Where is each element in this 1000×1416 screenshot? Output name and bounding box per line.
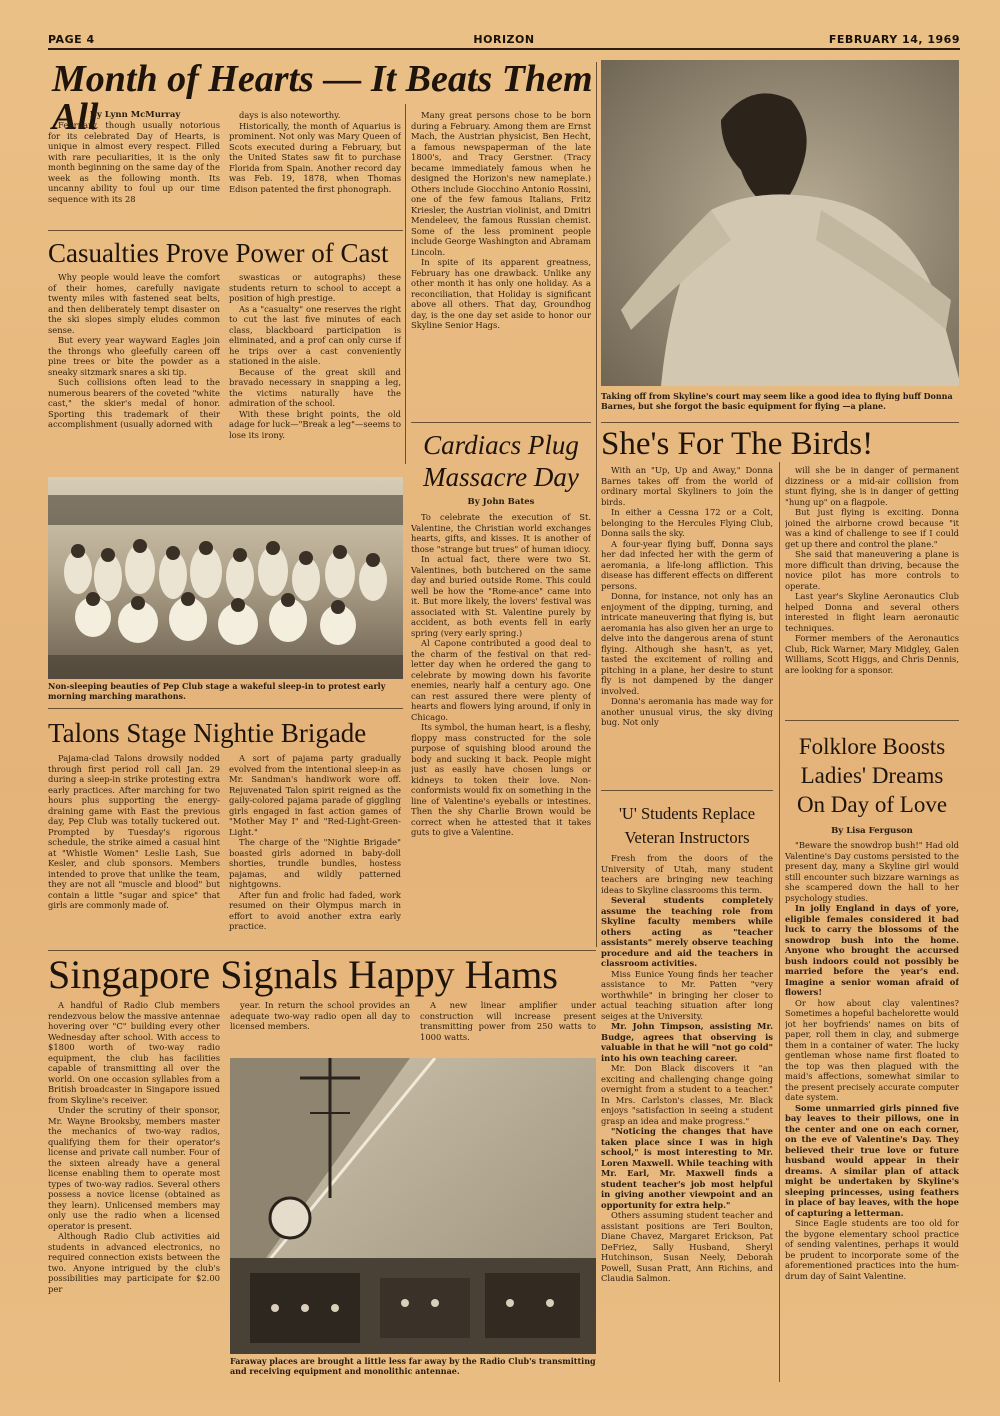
casualties-col2: [229, 272, 401, 472]
singapore-headline: Singapore Signals Happy Hams: [48, 952, 558, 997]
casualties-headline: Casualties Prove Power of Cast: [48, 238, 389, 268]
section-divider: [601, 790, 773, 791]
pep-club-caption: Non-sleeping beauties of Pep Club stage a wakeful sleep-in to protest early morning marching marathons.: [48, 681, 386, 701]
article-paragraph: Al Capone contributed a good deal to the charm of the festival on that red-letter day when he ordered the gang to celebrate by mowing down his favorite enemies, nearly half a century ago. One can rest assured there were plenty of hearts and flowers lying around, if only in Chicago.: [411, 638, 591, 722]
article-paragraph: Fresh from the doors of the University of Utah, many student teachers are bringing new teaching ideas to Skyline classrooms this term.: [601, 853, 773, 895]
cardiacs-col: [411, 512, 591, 942]
article-paragraph: days is also noteworthy.: [239, 110, 341, 120]
article-paragraph: Historically, the month of Aquarius is prominent. Not only was Mary Queen of Scots executed during a February, but the United States saw fit to purchase Florida from Spain. Another record day was Feb. 19, 1878, when Thomas Edison patented the first phonograph.: [229, 120, 401, 194]
article-paragraph: The charge of the "Nightie Brigade" boasted girls adorned in baby-doll shorties, trundle bundles, hostess pajamas, and wildly patterned nightgowns.: [229, 837, 401, 889]
article-paragraph: A handful of Radio Club members rendezvous below the massive antennae hovering over "C" building every other Wednesday after school. With access to $1800 worth of two-way radio equipment, the club has facilities capable of transmitting all over the world. On one occasion syllables from a British broadcaster in Singapore issued from Skyline's receiver.: [48, 1000, 220, 1105]
article-paragraph: Donna, for instance, not only has an enjoyment of the dipping, turning, and intricate maneuvering that flying is, but aeromania has also given her an urge to delve into the dangerous arena of stunt flying. Although she hasn't, as yet, tasted the excitement of rolling and pitching in a plane, her desire to stunt fly is not dampened by the danger involved.: [601, 591, 773, 696]
article-paragraph: Others assuming student teacher and assistant positions are Teri Boulton, Diane Chavez, Margaret Erickson, Pat DeFriez, Sally Husband, Sheryl Hutchinson, Susan Neely, Deborah Powell, Susan Pratt, Ann Richins, and Claudia Salmon.: [601, 1210, 773, 1283]
article-paragraph: But just flying is exciting. Donna joined the airborne crowd because "it was a kind of challenge to see if I could get up there and control the plane.": [785, 507, 959, 549]
article-paragraph: After fun and frolic had faded, work resumed on their Olympus march in effort to avoid another extra early practice.: [229, 889, 401, 931]
header-rule: [48, 48, 960, 50]
hearts-byline: By Lynn McMurray: [89, 110, 181, 120]
article-paragraph: But every year wayward Eagles join the throngs who gleefully careen off pine trees or bite the powder as a sneaky sitzmark snares a ski tip.: [48, 335, 220, 377]
article-paragraph: In actual fact, there were two St. Valentines, both butchered on the same day and buried outside Rome. This could well be how the "Rome-ance" came into it. But more likely, the lovers' festival was associated with St. Valentine purely by accident, as both events fell in early spring (very early spring.): [411, 554, 591, 638]
talons-col2: [229, 753, 401, 943]
talons-col1: [48, 753, 220, 943]
hearts-col3: [411, 110, 591, 435]
article-paragraph: swasticas or autographs) these students return to school to accept a position of high prestige.: [229, 272, 401, 303]
cardiacs-byline: By John Bates: [467, 497, 535, 507]
folklore-col: [785, 840, 959, 1380]
article-paragraph: A new linear amplifier under construction will increase present transmitting power from 250 watts to 1000 watts.: [420, 1000, 596, 1042]
article-paragraph: Pajama-clad Talons drowsily nodded through first period roll call Jan. 29 during a sleep-in strike protesting extra early practices. After marching for two hours plus supporting the energy-draining game with East the previous day, Pep Club was totally tuckered out. Prompted by Tuesday's rigorous schedule, the strike aimed a casual hint at "Whistle Women" Leslie Lash, Sue Kesler, and club sponsors. Members intended to prove that unlike the team, they are not all "muscle and blood" but contain a little "sugar and spice" that girls are commonly made of.: [48, 753, 220, 910]
folklore-headline-1: Folklore Boosts: [798, 734, 946, 759]
section-divider: [411, 422, 591, 423]
folklore-byline: By Lisa Ferguson: [831, 826, 913, 836]
talons-headline: Talons Stage Nightie Brigade: [48, 718, 367, 748]
article-paragraph: A sort of pajama party gradually evolved from the intentional sleep-in as Mr. Sandman's handiwork wore off. Rejuvenated Talon spirit reigned as the gaily-colored pajama parade of giggling girls engaged in fast action games of "Mother May I" and "Red-Light-Green-Light.": [229, 753, 401, 837]
hearts-headline: Month of Hearts — It Beats Them All: [52, 58, 593, 138]
casualties-col1: [48, 272, 220, 472]
article-paragraph: She said that maneuvering a plane is more difficult than driving, because the novice pilot has more controls to operate.: [785, 549, 959, 591]
birds-col2: [785, 465, 959, 705]
article-paragraph: A four-year flying buff, Donna says her dad infected her with the germ of aeromania, a life-long affliction. This disease has different effects on different persons.: [601, 538, 773, 591]
article-paragraph: Under the scrutiny of their sponsor, Mr. Wayne Brooksby, members master the mechanics of two-way radios, qualifying them for their operator's license and private call number. Four of the sixteen already have a general license enabling them to operate most types of two-way radios. Several others possess a novice license (obtained as they learn). Unlicensed members may only use the radio when a licensed operator is present.: [48, 1105, 220, 1231]
folklore-headline-2: Ladies' Dreams: [800, 763, 944, 788]
radio-club-photo: [230, 1058, 596, 1354]
article-paragraph: To celebrate the execution of St. Valentine, the Christian world exchanges hearts, gifts, and kisses. It is another of those "strange but trues" of human idiocy.: [411, 512, 591, 554]
article-paragraph: Some unmarried girls pinned five bay leaves to their pillows, one in the center and one on each corner, on the eve of Valentine's Day. They believed their true love or future husband would appear in their dreams. A similar plan of attack might be undertaken by Skyline's sleeping princesses, using feathers in place of bay leaves, with the hope of capturing a letterman.: [785, 1102, 959, 1218]
article-paragraph: "Beware the snowdrop bush!" Had old Valentine's Day customs persisted to the present day, many a Skyline girl would still encounter such bizzare warnings as she scampered down the hall to her psychology studies.: [785, 840, 959, 903]
column-divider: [405, 104, 406, 464]
hearts-col2: [229, 110, 401, 224]
singapore-col2: [230, 1000, 410, 1060]
radio-club-caption: Faraway places are brought a little less far away by the Radio Club's transmitting and receiving equipment and monolithic antennae.: [230, 1356, 596, 1376]
cardiacs-headline-2: Massacre Day: [423, 462, 579, 492]
article-paragraph: Several students completely assume the teaching role from Skyline faculty members while others acting as "teacher assistants" merely observe teaching procedure and aid the teachers in classroom activities.: [601, 895, 773, 968]
article-paragraph: Former members of the Aeronautics Club, Rick Warner, Mary Midgley, Galen Williams, Scott Higgs, and Chris Dennis, are looking for a sponsor.: [785, 633, 959, 675]
section-divider: [48, 950, 596, 951]
u-staff-col: [601, 853, 773, 1383]
article-paragraph: Although Radio Club activities aid students in advanced electronics, no required connection exists between the two. Anyone intrigued by the club's possibilities may participate for $2.00 per: [48, 1231, 220, 1294]
article-paragraph: As a "casualty" one reserves the right to cut the last five minutes of each class, blackboard participation is eliminated, and a prof can only curse if he trips over a cast conveniently stationed in the aisle.: [229, 303, 401, 366]
newspaper-name: HORIZON: [473, 33, 535, 46]
article-paragraph: will she be in danger of permanent dizziness or a mid-air collision from stunt flying, she is in danger of getting "hung up" on a flagpole.: [785, 465, 959, 507]
column-divider: [779, 462, 780, 1382]
article-paragraph: Miss Eunice Young finds her teacher assistance to Mr. Patten "very worthwhile" in bringing her closer to actual teaching situation after long seiges at the University.: [601, 968, 773, 1021]
folklore-headline-3: On Day of Love: [796, 792, 948, 817]
page-header: [48, 33, 960, 47]
article-paragraph: Many great persons chose to be born during a February. Among them are Ernst Mach, the Austrian physicist, Ben Hecht, a famous newspaperman of the late 1800's, and Tracy Gerstner. (Tracy became immediately famous when he designed the Horizon's new nameplate.) Others include Giocchino Antonio Rossini, one of the few famous Italians, Fritz Kriesler, the Austrian violinist, and Dmitri Mendeleev, the famous Russian chemist. Some of the less prominent people include George Washington and Abramam Lincoln.: [411, 110, 591, 257]
article-paragraph: With these bright points, the old adage for luck—"Break a leg"—seems to lose its irony.: [229, 408, 401, 440]
section-divider: [601, 422, 959, 423]
hearts-col1: [48, 120, 220, 224]
birds-col1: [601, 465, 773, 783]
section-divider: [48, 708, 403, 709]
article-paragraph: Mr. Don Black discovers it "an exciting and challenging change going overnight from a student to a teacher." In Mrs. Carlston's classes, Mr. Black enjoys "satisfaction in seeing a student grasp an idea and make progress.": [601, 1063, 773, 1126]
article-paragraph: Such collisions often lead to the numerous bearers of the coveted "white cast," the skier's medal of honor. Sporting this trademark of their accomplishment (usually adorned with: [48, 377, 220, 429]
article-paragraph: Why people would leave the comfort of their homes, carefully navigate twenty miles with fastened seat belts, and then deliberately tempt disaster on the ski slopes simply eludes common sense.: [48, 272, 220, 335]
section-divider: [785, 720, 959, 721]
birds-headline: She's For The Birds!: [601, 426, 874, 462]
article-paragraph: In spite of its apparent greatness, February has one drawback. Unlike any other month it has only one holiday. As a reconciliation, that Holiday is significant above all others. That day, Groundhog day, is the one day set aside to honor our Skyline Senior Hags.: [411, 257, 591, 330]
pep-club-photo: [48, 477, 403, 679]
flying-caption: Taking off from Skyline's court may seem like a good idea to flying buff Donna Barnes, but she forgot the basic equipment for flying —a plane.: [601, 391, 953, 411]
section-divider: [48, 230, 403, 231]
article-paragraph: Since Eagle students are too old for the bygone elementary school practice of sending valentines, perhaps it would be prudent to incorporate some of the aforementioned practices into the hum-drum day of Saint Valentine.: [785, 1218, 959, 1281]
flying-photo: [601, 60, 959, 386]
article-paragraph: In either a Cessna 172 or a Colt, belonging to the Hercules Flying Club, Donna sails the sky.: [601, 507, 773, 538]
article-paragraph: Donna's aeromania has made way for another unusual virus, the sky diving bug. Not only: [601, 696, 773, 727]
article-paragraph: Mr. John Timpson, assisting Mr. Budge, agrees that observing is valuable in that he will "not go cold" into his own teaching career.: [601, 1021, 773, 1063]
cardiacs-headline-1: Cardiacs Plug: [423, 430, 579, 460]
singapore-col3: [420, 1000, 596, 1060]
singapore-col1: [48, 1000, 220, 1385]
article-paragraph: Because of the great skill and bravado necessary in snapping a leg, the victims naturally have the admiration of the school.: [229, 366, 401, 408]
u-staff-headline-1: 'U' Students Replace: [618, 804, 756, 823]
article-paragraph: year. In return the school provides an adequate two-way radio open all day to licensed members.: [230, 1000, 410, 1031]
issue-date: FEBRUARY 14, 1969: [828, 33, 960, 46]
article-paragraph: Last year's Skyline Aeronautics Club helped Donna and several others interested in flight learn aeronautic techniques.: [785, 591, 959, 633]
article-paragraph: Its symbol, the human heart, is a fleshy, floppy mass constructed for the sole purpose of squishing blood around the body and sucking it back. People might just as easily have chosen lungs or kidneys to token their love. Non-conformists would fix on something in the line of Valentine's eyeballs or intestines. Then the shy Charlie Brown would be correct when he attested that it takes guts to give a Valentine.: [411, 722, 591, 837]
page-number: PAGE 4: [48, 33, 95, 46]
article-paragraph: With an "Up, Up and Away," Donna Barnes takes off from the world of ordinary mortal Skyliners to join the birds.: [601, 465, 773, 507]
u-staff-headline-2: Veteran Instructors: [624, 828, 750, 847]
article-paragraph: In jolly England in days of yore, eligible females considered it bad luck to carry the blossoms of the snowdrop bush into the home. Anyone who brought the accursed bush indoors could not possibly be married before the year's end. Imagine a senior woman afraid of flowers!: [785, 903, 959, 997]
article-paragraph: Or how about clay valentines? Sometimes a hopeful bachelorette would jot her boyfriends' names on bits of paper, roll them in clay, and submerge them in a container of water. The lucky gentleman whose name first floated to the top was then plagued with the maid's affections, somewhat similar to the present precisely accurate computer date system.: [785, 997, 959, 1102]
article-paragraph: February, though usually notorious for its celebrated Day of Hearts, is unique in almost every respect. Filled with rare peculiarities, it is the only month beginning on the same day of the week as the following month. Its uncanny ability to foul up our time sequence with its 28: [48, 120, 220, 204]
article-paragraph: "Noticing the changes that have taken place since I was in high school," is most interesting to Mr. Loren Maxwell. While teaching with Mr. Earl, Mr. Maxwell finds a student teacher's job most helpful in giving another viewpoint and an opportunity for extra help.": [601, 1126, 773, 1210]
column-divider: [596, 62, 597, 947]
